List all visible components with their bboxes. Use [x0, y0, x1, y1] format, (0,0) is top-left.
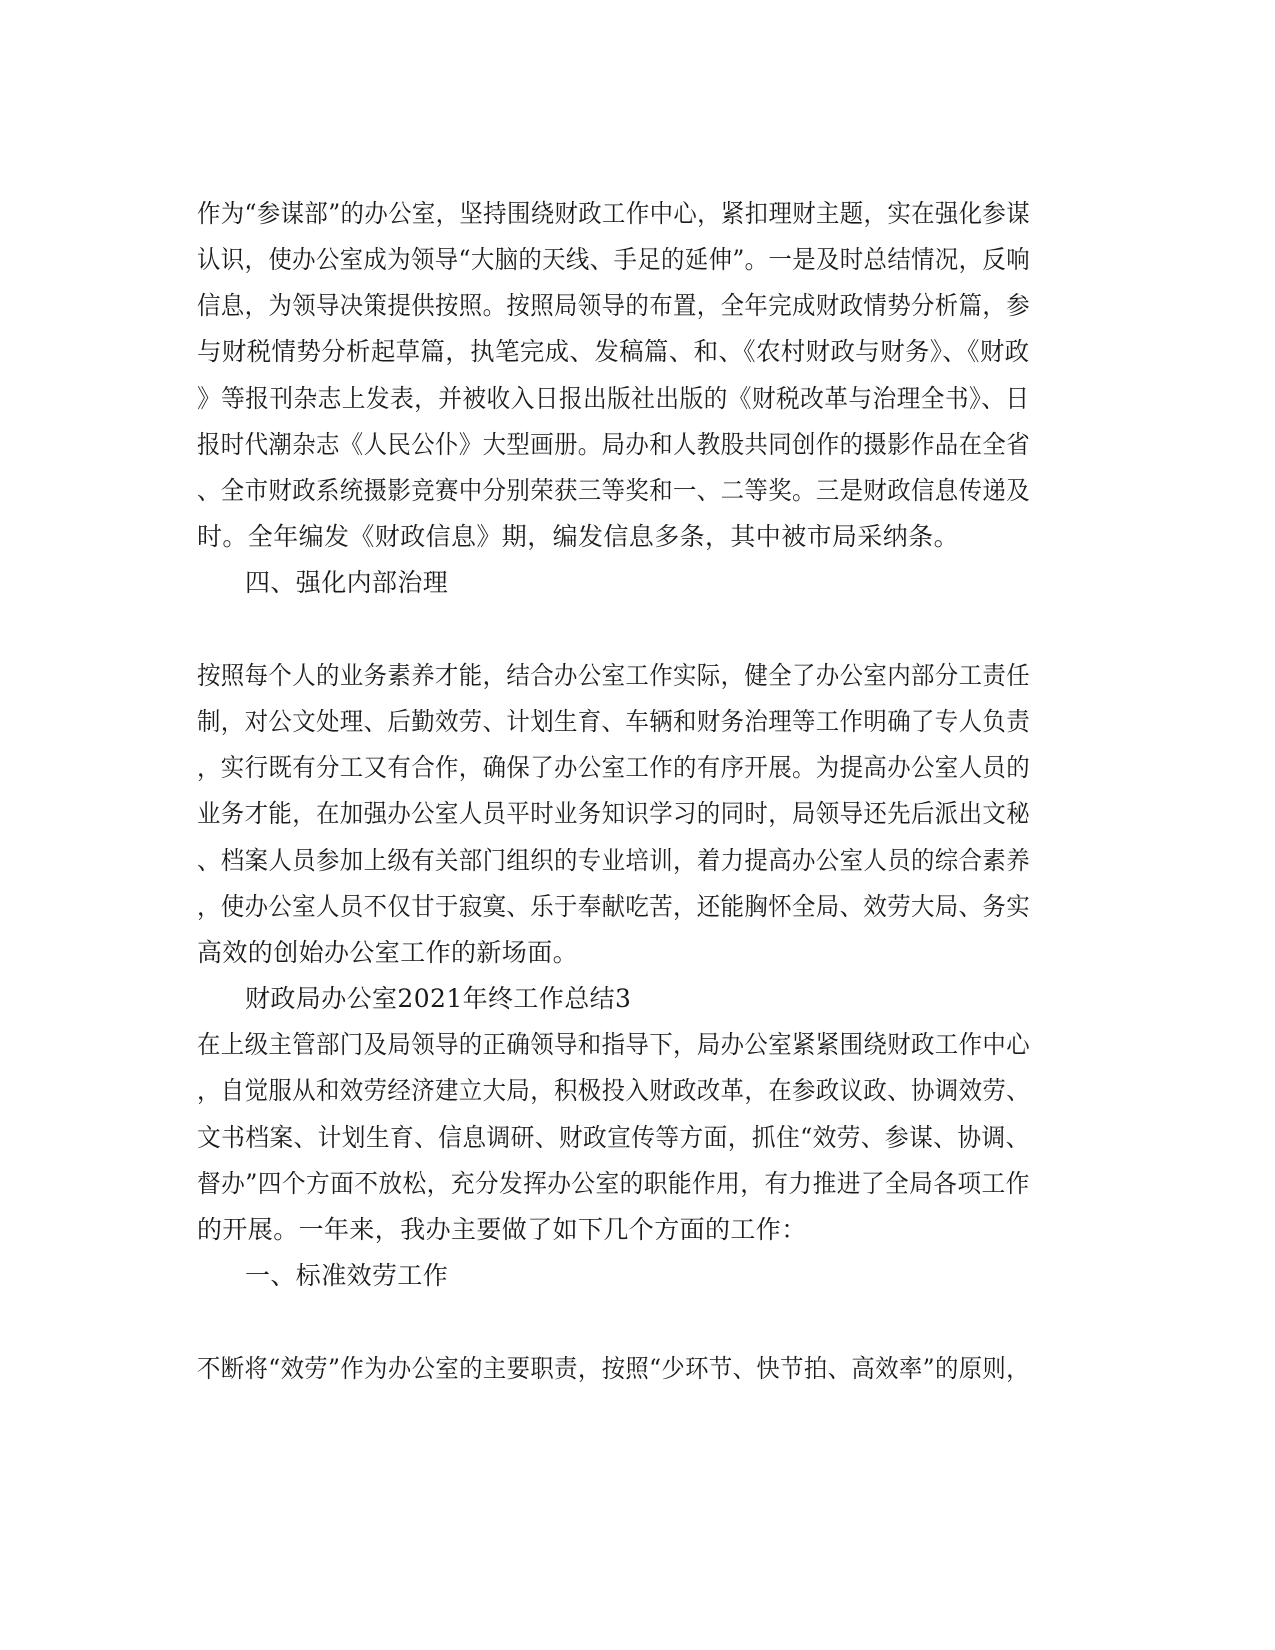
body-text-line: 不断将“效劳”作为办公室的主要职责，按照“少环节、快节拍、高效率”的原则，	[197, 1354, 1030, 1383]
body-text-line: ，自觉服从和效劳经济建立大局，积极投入财政改革，在参政议政、协调效劳、	[197, 1076, 1031, 1105]
section-heading: 一、标准效劳工作	[245, 1261, 449, 1290]
section-heading: 四、强化内部治理	[245, 568, 449, 597]
body-text-line: ，实行既有分工又有合作，确保了办公室工作的有序开展。为提高办公室人员的	[197, 753, 1031, 782]
body-text-line: 督办”四个方面不放松，充分发挥办公室的职能作用，有力推进了全局各项工作	[197, 1169, 1030, 1198]
body-text-line: 时。全年编发《财政信息》期，编发信息多条，其中被市局采纳条。	[197, 522, 960, 551]
body-text-line: 与财税情势分析起草篇，执笔完成、发稿篇、和、《农村财政与财务》、《财政	[197, 337, 1030, 366]
body-text-line: 制，对公文处理、后勤效劳、计划生育、车辆和财务治理等工作明确了专人负责	[197, 707, 1031, 736]
body-text-line: 认识，使办公室成为领导“大脑的天线、手足的延伸”。一是及时总结情况，反响	[197, 245, 1030, 274]
body-text-line: 作为“参谋部”的办公室，坚持围绕财政工作中心，紧扣理财主题，实在强化参谋	[197, 199, 1030, 228]
body-text-line: 报时代潮杂志《人民公仆》大型画册。局办和人教股共同创作的摄影作品在全省	[197, 430, 1031, 459]
body-text-line: 按照每个人的业务素养才能，结合办公室工作实际，健全了办公室内部分工责任	[197, 661, 1031, 690]
body-text-line: 》等报刊杂志上发表，并被收入日报出版社出版的《财税改革与治理全书》、日	[197, 384, 1030, 413]
body-text-line: 、档案人员参加上级有关部门组织的专业培训，着力提高办公室人员的综合素养	[197, 846, 1031, 875]
document-title: 财政局办公室2021年终工作总结3	[245, 984, 632, 1013]
body-text-line: 文书档案、计划生育、信息调研、财政宣传等方面，抓住“效劳、参谋、协调、	[197, 1123, 1030, 1152]
body-text-line: 业务才能，在加强办公室人员平时业务知识学习的同时，局领导还先后派出文秘	[197, 799, 1031, 828]
body-text-line: ，使办公室人员不仅甘于寂寞、乐于奉献吃苦，还能胸怀全局、效劳大局、务实	[197, 892, 1031, 921]
body-text-line: 、全市财政系统摄影竞赛中分别荣获三等奖和一、二等奖。三是财政信息传递及	[197, 476, 1031, 505]
body-text-line: 在上级主管部门及局领导的正确领导和指导下，局办公室紧紧围绕财政工作中心	[197, 1030, 1031, 1059]
body-text-line: 信息，为领导决策提供按照。按照局领导的布置，全年完成财政情势分析篇，参	[197, 291, 1031, 320]
body-text-line: 的开展。一年来，我办主要做了如下几个方面的工作：	[197, 1215, 807, 1244]
body-text-line: 高效的创始办公室工作的新场面。	[197, 938, 579, 967]
